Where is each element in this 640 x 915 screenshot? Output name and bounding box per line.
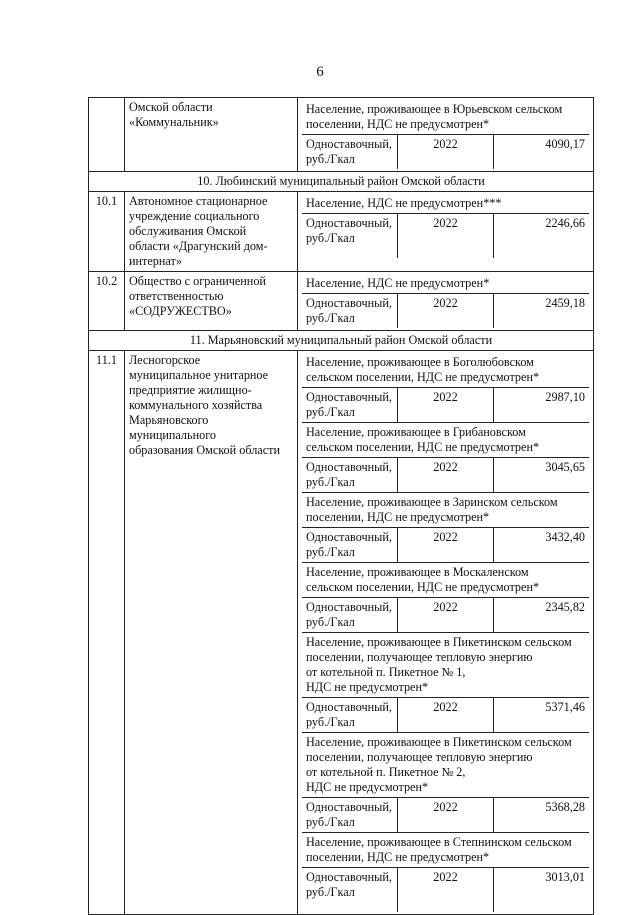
consumer-category: Население, проживающее в Заринском сельском поселении, НДС не предусмотрен* [302,493,589,528]
tariff-value: 3432,40 [493,528,589,563]
row-number: 10.1 [89,192,125,272]
tariff-value: 4090,17 [493,135,589,170]
organization-name: Общество с ограниченной ответственностью «СОДРУЖЕСТВО» [125,272,298,331]
table-row [89,192,594,272]
rate-type: Одноставочный, руб./Гкал [302,214,398,259]
tariff-value: 5371,46 [493,698,589,733]
tariff-year: 2022 [398,388,494,423]
tariff-year: 2022 [398,528,494,563]
row-number: 10.2 [89,272,125,331]
consumer-category: Население, проживающее в Боголюбовском сельском поселении, НДС не предусмотрен* [302,353,589,388]
consumer-category: Население, проживающее в Степнинском сельском поселении, НДС не предусмотрен* [302,833,589,868]
tariff-value: 3045,65 [493,458,589,493]
district-heading: 11. Марьяновский муниципальный район Омской области [89,331,594,351]
consumer-category: Население, проживающее в Пикетинском сельском поселении, получающее тепловую энергию от котельной п. Пикетное № 2, НДС не предусмотрен* [302,733,589,798]
rate-type: Одноставочный, руб./Гкал [302,798,398,833]
rate-type: Одноставочный, руб./Гкал [302,135,398,170]
rate-type: Одноставочный, руб./Гкал [302,698,398,733]
tariff-year: 2022 [398,868,494,913]
tariff-value: 2246,66 [493,214,589,259]
tariff-year: 2022 [398,294,494,329]
tariff-value: 2459,18 [493,294,589,329]
consumer-category: Население, проживающее в Юрьевском сельском поселении, НДС не предусмотрен* [302,100,589,135]
row-number [89,98,125,172]
tariff-year: 2022 [398,698,494,733]
consumer-category: Население, проживающее в Пикетинском сельском поселении, получающее тепловую энергию от котельной п. Пикетное № 1, НДС не предусмотрен* [302,633,589,698]
table-row [89,98,594,172]
tariff-value: 3013,01 [493,868,589,913]
tariff-value: 5368,28 [493,798,589,833]
district-heading-row [89,331,594,351]
rate-type: Одноставочный, руб./Гкал [302,868,398,913]
tariff-value: 2345,82 [493,598,589,633]
rate-type: Одноставочный, руб./Гкал [302,598,398,633]
organization-name: Лесногорское муниципальное унитарное предприятие жилищно- коммунального хозяйства Марьяновского муниципального образования Омской области [125,351,298,915]
organization-name: Омской области «Коммунальник» [125,98,298,172]
table-row [89,351,594,915]
consumer-category: Население, НДС не предусмотрен* [302,274,589,294]
rate-type: Одноставочный, руб./Гкал [302,458,398,493]
row-number: 11.1 [89,351,125,915]
page-number: 6 [316,64,324,80]
tariff-year: 2022 [398,798,494,833]
tariff-value: 2987,10 [493,388,589,423]
district-heading-row [89,172,594,192]
rate-type: Одноставочный, руб./Гкал [302,528,398,563]
tariff-year: 2022 [398,458,494,493]
tariff-year: 2022 [398,598,494,633]
tariff-year: 2022 [398,135,494,170]
rate-type: Одноставочный, руб./Гкал [302,388,398,423]
consumer-category: Население, проживающее в Москаленском сельском поселении, НДС не предусмотрен* [302,563,589,598]
tariff-table [88,97,594,915]
organization-name: Автономное стационарное учреждение социального обслуживания Омской области «Драгунский дом- интернат» [125,192,298,272]
table-row [89,272,594,331]
consumer-category: Население, проживающее в Грибановском сельском поселении, НДС не предусмотрен* [302,423,589,458]
consumer-category: Население, НДС не предусмотрен*** [302,194,589,214]
tariff-year: 2022 [398,214,494,259]
rate-type: Одноставочный, руб./Гкал [302,294,398,329]
district-heading: 10. Любинский муниципальный район Омской области [89,172,594,192]
